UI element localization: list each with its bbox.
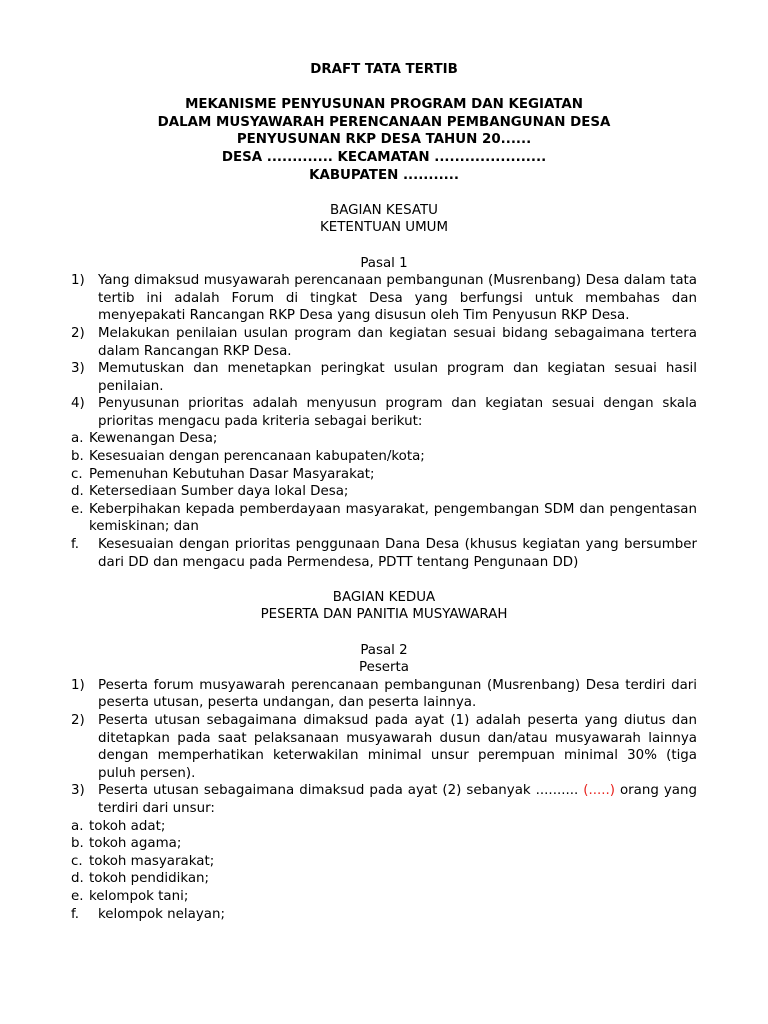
sub-list-text: kelompok tani;: [89, 888, 189, 904]
list-item: [71, 712, 697, 782]
heading-line-4: DESA ............. KECAMATAN ......................: [221, 149, 547, 165]
sub-list-item: [71, 818, 697, 836]
pasal-2-subtitle: Peserta: [358, 660, 409, 676]
sub-list-letter: e.: [71, 888, 84, 904]
bagian-2-subtitle: PESERTA DAN PANITIA MUSYAWARAH: [260, 607, 508, 623]
bagian-1-title: BAGIAN KESATU: [330, 202, 438, 218]
sub-list-letter: d.: [71, 484, 84, 500]
sub-list-letter: d.: [71, 871, 84, 887]
sub-list-item: [71, 870, 697, 888]
list-text: Yang dimaksud musyawarah perencanaan pembangunan (Musrenbang) Desa dalam tata tertib ini adalah Forum di tingkat Desa yang berfungsi untuk membahas dan menyepakati Rancangan RKP Desa yang disusun oleh Tim Penyusun RKP Desa.: [98, 273, 697, 324]
sub-list-text: tokoh agama;: [89, 836, 182, 852]
red-placeholder: (.....): [583, 783, 615, 799]
list-text: Memutuskan dan menetapkan peringkat usulan program dan kegiatan sesuai hasil penilaian.: [98, 361, 697, 394]
sub-list-item: [71, 430, 697, 448]
sub-list-letter: b.: [71, 836, 84, 852]
sub-list-item: [71, 466, 697, 484]
sub-list-item: [71, 501, 697, 536]
sub-list-text: tokoh pendidikan;: [89, 871, 210, 887]
sub-list-text: Pemenuhan Kebutuhan Dasar Masyarakat;: [89, 466, 375, 482]
list-item: [71, 272, 697, 325]
bagian-1-subtitle: KETENTUAN UMUM: [319, 220, 449, 236]
heading-line-5: KABUPATEN ...........: [309, 167, 459, 183]
document-body: [71, 61, 697, 923]
sub-list-text: kelompok nelayan;: [98, 906, 225, 922]
heading-line-2: DALAM MUSYAWARAH PERENCANAAN PEMBANGUNAN DESA: [157, 114, 611, 130]
pasal-1-title: Pasal 1: [360, 255, 408, 271]
list-number: 2): [71, 712, 85, 728]
list-item: [71, 395, 697, 430]
sub-list-item: [71, 448, 697, 466]
sub-list-letter: a.: [71, 818, 84, 834]
list-text: Melakukan penilaian usulan program dan kegiatan sesuai bidang sebagaimana tertera dalam Rancangan RKP Desa.: [98, 325, 697, 359]
list-item: [71, 782, 697, 817]
sub-list-text: Keberpihakan kepada pemberdayaan masyarakat, pengembangan SDM dan pengentasan kemiskinan; dan: [89, 501, 697, 535]
list-item: [71, 360, 697, 395]
sub-list-item: [71, 853, 697, 871]
list-number: 1): [71, 677, 85, 693]
sub-list-item: [71, 906, 697, 924]
sub-list-text: Kesesuaian dengan prioritas penggunaan Dana Desa (khusus kegiatan yang bersumber dari DD dan mengacu pada Permendesa, PDTT tentang Pengunaan DD): [98, 537, 697, 570]
sub-list-item: [71, 536, 697, 571]
list-text: Peserta utusan sebagaimana dimaksud pada ayat (1) adalah peserta yang diutus dan ditetapkan pada saat pelaksanaan musyawarah dusun dan/atau musyawarah lainnya dengan memperhatikan keterwakilan minimal unsur perempuan minimal 30% (tiga puluh persen).: [98, 712, 697, 781]
sub-list-text: Ketersediaan Sumber daya lokal Desa;: [89, 484, 349, 500]
heading-line-1: MEKANISME PENYUSUNAN PROGRAM DAN KEGIATAN: [185, 97, 583, 113]
sub-list-letter: f.: [71, 906, 79, 922]
heading-line-3: PENYUSUNAN RKP DESA TAHUN 20......: [236, 132, 532, 148]
sub-list-letter: a.: [71, 431, 84, 447]
draft-title: DRAFT TATA TERTIB: [310, 62, 458, 77]
sub-list-item: [71, 835, 697, 853]
list-text-after: orang yang terdiri dari unsur:: [98, 783, 697, 816]
list-item: [71, 677, 697, 712]
list-text: Peserta forum musyawarah perencanaan pembangunan (Musrenbang) Desa terdiri dari peserta utusan, peserta undangan, dan peserta lainnya.: [98, 677, 697, 711]
sub-list-item: [71, 483, 697, 501]
list-number: 4): [71, 396, 85, 412]
sub-list-item: [71, 888, 697, 906]
sub-list-text: Kesesuaian dengan perencanaan kabupaten/kota;: [89, 449, 425, 465]
list-number: 3): [71, 361, 85, 377]
sub-list-text: tokoh adat;: [89, 818, 166, 834]
sub-list-letter: f.: [71, 537, 79, 553]
sub-list-text: tokoh masyarakat;: [89, 853, 215, 869]
list-item: [71, 325, 697, 360]
sub-list-letter: e.: [71, 501, 84, 517]
pasal-2-title: Pasal 2: [360, 642, 408, 658]
sub-list-letter: b.: [71, 449, 84, 465]
list-number: 1): [71, 273, 85, 289]
list-number: 3): [71, 783, 85, 799]
list-text: Penyusunan prioritas adalah menyusun program dan kegiatan sesuai dengan skala prioritas mengacu pada kriteria sebagai berikut:: [98, 396, 697, 429]
bagian-2-title: BAGIAN KEDUA: [332, 589, 436, 605]
sub-list-text: Kewenangan Desa;: [89, 431, 218, 447]
sub-list-letter: c.: [71, 466, 83, 482]
sub-list-letter: c.: [71, 853, 83, 869]
list-number: 2): [71, 325, 85, 341]
list-text: [98, 782, 697, 817]
list-text-before: Peserta utusan sebagaimana dimaksud pada ayat (2) sebanyak ..........: [98, 783, 584, 799]
